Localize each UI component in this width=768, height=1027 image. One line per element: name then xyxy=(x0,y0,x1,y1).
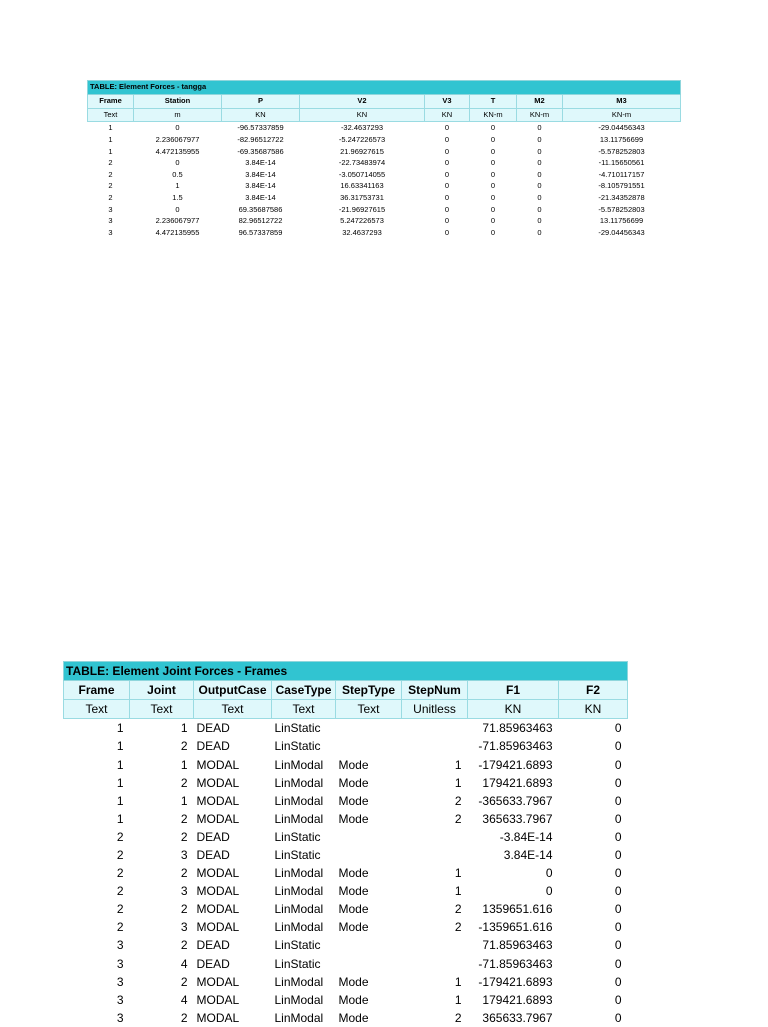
unit-cell: KN-m xyxy=(470,108,517,122)
table-cell xyxy=(402,936,468,954)
table-cell: 0 xyxy=(614,902,622,917)
table-cell: -5.578252803 xyxy=(598,146,645,156)
table-cell: MODAL xyxy=(196,974,240,989)
table-cell: 69.35687586 xyxy=(238,204,283,214)
table-cell: LinModal xyxy=(274,920,324,935)
table-cell: 3 xyxy=(116,938,124,953)
table-cell: 0 xyxy=(614,992,622,1007)
unit-cell: KN xyxy=(468,700,559,719)
table-row xyxy=(64,737,628,755)
table-cell: 1 xyxy=(454,884,462,899)
table-cell: -8.105791551 xyxy=(598,181,645,191)
table-cell: MODAL xyxy=(196,775,240,790)
table-cell: 0 xyxy=(537,123,542,133)
table-cell: 0 xyxy=(490,146,496,156)
table-cell: 0 xyxy=(614,920,622,935)
table-row xyxy=(88,204,681,216)
table-cell: LinModal xyxy=(274,757,324,772)
table-cell: 0 xyxy=(444,158,450,168)
table-cell: LinStatic xyxy=(274,739,321,754)
table-cell: LinStatic xyxy=(274,938,321,953)
table-cell: LinModal xyxy=(274,1010,324,1025)
table-cell: 2 xyxy=(108,158,113,168)
table-cell: 1 xyxy=(180,721,188,736)
table-cell: 4.472135955 xyxy=(155,146,200,156)
table-cell: -365633.7967 xyxy=(478,793,553,808)
table-cell: 0 xyxy=(614,739,622,754)
table-cell: 4 xyxy=(180,992,188,1007)
table-cell: 0 xyxy=(614,1010,622,1025)
table-row xyxy=(88,192,681,204)
table-cell: 3 xyxy=(116,992,124,1007)
table-cell: 2 xyxy=(180,866,188,881)
table-cell: 2 xyxy=(116,920,124,935)
table-cell: 2 xyxy=(180,775,188,790)
table-row xyxy=(64,719,628,738)
table-cell: 0 xyxy=(545,884,553,899)
table-cell: MODAL xyxy=(196,757,240,772)
table-cell: Mode xyxy=(338,866,369,881)
table-cell xyxy=(336,719,402,738)
table-cell xyxy=(402,955,468,973)
table-cell: 1 xyxy=(454,866,462,881)
table-cell: 2 xyxy=(180,938,188,953)
table-cell: DEAD xyxy=(196,956,230,971)
table-cell: 1359651.616 xyxy=(482,902,553,917)
table-cell: Mode xyxy=(338,811,369,826)
table-row xyxy=(64,810,628,828)
table-row xyxy=(64,991,628,1009)
table-cell: -82.96512722 xyxy=(237,134,284,144)
unit-cell: Text xyxy=(194,700,272,719)
table-cell: MODAL xyxy=(196,884,240,899)
table-cell: 2 xyxy=(454,811,462,826)
table-cell: 1 xyxy=(108,134,113,144)
table-cell: 32.4637293 xyxy=(342,227,382,237)
table-cell: 179421.6893 xyxy=(482,775,553,790)
table-cell: MODAL xyxy=(196,811,240,826)
table-cell: 4 xyxy=(180,956,188,971)
table-row xyxy=(64,864,628,882)
table-cell: DEAD xyxy=(196,829,230,844)
table-cell: 2 xyxy=(454,793,462,808)
table-cell: LinStatic xyxy=(274,829,321,844)
table-cell: 3.84E-14 xyxy=(245,181,276,191)
table-cell: 0 xyxy=(444,181,450,191)
table-cell: -1359651.616 xyxy=(478,920,553,935)
table-cell: 82.96512722 xyxy=(238,216,283,226)
table-cell: 2 xyxy=(116,902,124,917)
table-cell: 0 xyxy=(537,158,542,168)
units-row xyxy=(88,108,681,122)
table-cell: 1 xyxy=(116,775,124,790)
table-cell: 5.247226573 xyxy=(340,216,384,226)
table-cell: 0 xyxy=(490,216,496,226)
table-row xyxy=(88,215,681,227)
table-cell: Mode xyxy=(338,884,369,899)
table-cell: Mode xyxy=(338,775,369,790)
table-cell: 0 xyxy=(614,866,622,881)
table-cell: 2 xyxy=(116,866,124,881)
table-cell: 0 xyxy=(537,134,542,144)
table-cell: 0 xyxy=(537,181,542,191)
table-cell: -69.35687586 xyxy=(237,146,284,156)
table-cell: 1 xyxy=(454,757,462,772)
unit-cell: KN xyxy=(300,108,425,122)
table-cell: 2 xyxy=(180,974,188,989)
table-cell: 2 xyxy=(180,902,188,917)
table-cell: 2 xyxy=(180,811,188,826)
table-cell: Mode xyxy=(338,793,369,808)
table-row xyxy=(64,936,628,954)
table-cell: 1 xyxy=(108,146,113,156)
table-cell: Mode xyxy=(338,902,369,917)
table-row xyxy=(64,755,628,773)
table-cell: -5.247226573 xyxy=(338,134,386,144)
table-cell: -71.85963463 xyxy=(478,739,553,754)
table-cell: 3 xyxy=(180,920,188,935)
table-cell: 0.5 xyxy=(172,169,183,179)
table-cell: 0 xyxy=(614,775,622,790)
table-cell: 0 xyxy=(444,204,450,214)
table-cell: 0 xyxy=(490,227,496,237)
table-cell: 1 xyxy=(116,721,124,736)
table-cell xyxy=(402,846,468,864)
table-cell: 0 xyxy=(490,123,496,133)
table-row xyxy=(64,900,628,918)
unit-cell: KN xyxy=(425,108,470,122)
table-cell: -96.57337859 xyxy=(237,123,284,133)
table-cell: DEAD xyxy=(196,739,230,754)
table-cell: 0 xyxy=(490,158,496,168)
unit-cell: Text xyxy=(130,700,194,719)
table-cell: DEAD xyxy=(196,938,230,953)
table-cell: 0 xyxy=(545,866,553,881)
table-cell: LinStatic xyxy=(274,721,321,736)
table-row xyxy=(64,918,628,936)
table-cell: -22.73483974 xyxy=(338,158,386,168)
table-cell: -21.34352878 xyxy=(598,192,645,202)
table-cell: 21.96927615 xyxy=(340,146,384,156)
table-cell: 2 xyxy=(108,169,113,179)
table-cell: DEAD xyxy=(196,847,230,862)
table-title: TABLE: Element Forces - tangga xyxy=(88,81,681,95)
table-cell xyxy=(402,828,468,846)
table-cell: 0 xyxy=(444,227,450,237)
table-cell: LinStatic xyxy=(274,956,321,971)
unit-cell: Text xyxy=(272,700,336,719)
table-cell: MODAL xyxy=(196,1010,240,1025)
column-header: F1 xyxy=(468,681,559,700)
table-cell: Mode xyxy=(338,1010,369,1025)
table-cell: 1 xyxy=(454,974,462,989)
table-cell: 1 xyxy=(116,811,124,826)
table-row xyxy=(88,134,681,146)
table-cell: DEAD xyxy=(196,721,230,736)
column-header: Joint xyxy=(130,681,194,700)
table-cell: 3.84E-14 xyxy=(245,192,276,202)
table-cell: -32.4637293 xyxy=(340,123,384,133)
table-cell: 2 xyxy=(180,1010,188,1025)
table-cell: 0 xyxy=(537,227,542,237)
table-cell: 2 xyxy=(180,739,188,754)
table-cell: -11.15650561 xyxy=(598,158,645,168)
table-cell: 0 xyxy=(537,192,542,202)
table-cell: 2 xyxy=(180,829,188,844)
table-cell: 0 xyxy=(490,169,496,179)
table-row xyxy=(64,1009,628,1027)
table-cell: 0 xyxy=(537,169,542,179)
table-cell: 0 xyxy=(614,938,622,953)
table-cell: 71.85963463 xyxy=(482,721,553,736)
column-header: M3 xyxy=(563,94,681,108)
column-header: T xyxy=(470,94,517,108)
column-header: M2 xyxy=(517,94,563,108)
table-cell: Mode xyxy=(338,992,369,1007)
table-cell: -29.04456343 xyxy=(598,227,645,237)
table-cell: -3.84E-14 xyxy=(499,829,553,844)
table-cell: 13.11756699 xyxy=(599,216,644,226)
table-row xyxy=(64,828,628,846)
table-cell: -4.710117157 xyxy=(598,169,645,179)
unit-cell: KN-m xyxy=(517,108,563,122)
table-cell: -179421.6893 xyxy=(478,757,553,772)
table-cell: 1 xyxy=(175,181,180,191)
table-row xyxy=(88,146,681,158)
column-header: Station xyxy=(134,94,222,108)
table-row xyxy=(88,180,681,192)
table-row xyxy=(64,846,628,864)
table-cell: -5.578252803 xyxy=(598,204,645,214)
table-cell: 2 xyxy=(108,181,113,191)
table-cell: 3 xyxy=(108,216,113,226)
table-cell: 13.11756699 xyxy=(599,134,644,144)
table-cell: -21.96927615 xyxy=(338,204,386,214)
table-cell: 1 xyxy=(180,793,188,808)
table-row xyxy=(64,882,628,900)
table-cell xyxy=(402,737,468,755)
table-cell: 0 xyxy=(614,956,622,971)
table-cell: 0 xyxy=(444,192,450,202)
table-cell: LinStatic xyxy=(274,847,321,862)
table-cell: MODAL xyxy=(196,920,240,935)
table-cell: 0 xyxy=(444,169,450,179)
table-cell: 3.84E-14 xyxy=(245,169,276,179)
table-cell: 0 xyxy=(444,134,450,144)
table-cell: LinModal xyxy=(274,793,324,808)
table-cell: 0 xyxy=(490,204,496,214)
table-cell: 3 xyxy=(116,1010,124,1025)
header-row xyxy=(64,681,628,700)
table-cell xyxy=(336,737,402,755)
table-cell: LinModal xyxy=(274,884,324,899)
unit-cell: KN-m xyxy=(563,108,681,122)
table-cell: 365633.7967 xyxy=(482,811,553,826)
units-row xyxy=(64,700,628,719)
table-cell: LinModal xyxy=(274,775,324,790)
table-cell: 3 xyxy=(108,227,113,237)
table-cell: LinModal xyxy=(274,992,324,1007)
table-cell: 1 xyxy=(116,739,124,754)
table-cell xyxy=(336,936,402,954)
element-forces-table xyxy=(87,80,681,238)
table-cell: 3.84E-14 xyxy=(503,847,553,862)
table-cell: 1.5 xyxy=(172,192,183,202)
unit-cell: m xyxy=(134,108,222,122)
unit-cell: Text xyxy=(336,700,402,719)
table-cell: -29.04456343 xyxy=(598,123,645,133)
table-title: TABLE: Element Joint Forces - Frames xyxy=(64,662,628,681)
table-cell: 2 xyxy=(454,920,462,935)
table-cell: 365633.7967 xyxy=(482,1010,553,1025)
table-cell: 1 xyxy=(108,123,113,133)
column-header: Frame xyxy=(88,94,134,108)
table-cell xyxy=(336,828,402,846)
table-cell: 0 xyxy=(175,123,180,133)
column-header: CaseType xyxy=(272,681,336,700)
column-header: P xyxy=(222,94,300,108)
column-header: Frame xyxy=(64,681,130,700)
column-header: StepNum xyxy=(402,681,468,700)
table-cell: 3 xyxy=(116,974,124,989)
table-cell: 3 xyxy=(108,204,113,214)
table-cell: MODAL xyxy=(196,866,240,881)
table-cell: 0 xyxy=(175,204,180,214)
table-cell: LinModal xyxy=(274,974,324,989)
table-cell: 3 xyxy=(180,884,188,899)
table-cell: 1 xyxy=(454,992,462,1007)
table-cell: 0 xyxy=(490,134,496,144)
table-cell: 3.84E-14 xyxy=(245,158,276,168)
unit-cell: KN xyxy=(222,108,300,122)
table-row xyxy=(64,973,628,991)
table-cell: 0 xyxy=(537,204,542,214)
table-cell: Mode xyxy=(338,974,369,989)
table-cell: 0 xyxy=(614,847,622,862)
table-cell: -71.85963463 xyxy=(478,956,553,971)
table-cell: 0 xyxy=(444,146,450,156)
table-row xyxy=(64,792,628,810)
table-cell: LinModal xyxy=(274,902,324,917)
table-cell: 71.85963463 xyxy=(482,938,553,953)
unit-cell: KN xyxy=(559,700,628,719)
table-cell: LinModal xyxy=(274,811,324,826)
table-cell: 1 xyxy=(180,757,188,772)
table-cell: Mode xyxy=(338,920,369,935)
table-cell: 2.236067977 xyxy=(155,216,200,226)
table-cell: Mode xyxy=(338,757,369,772)
table-row xyxy=(64,774,628,792)
column-header: StepType xyxy=(336,681,402,700)
table-cell: 0 xyxy=(614,757,622,772)
column-header: V3 xyxy=(425,94,470,108)
table-cell: 0 xyxy=(614,721,622,736)
table-cell: MODAL xyxy=(196,902,240,917)
table-cell: 0 xyxy=(614,793,622,808)
column-header: V2 xyxy=(300,94,425,108)
unit-cell: Unitless xyxy=(402,700,468,719)
table-row xyxy=(64,955,628,973)
table-cell: 0 xyxy=(537,146,542,156)
table-cell: 0 xyxy=(490,192,496,202)
table-cell: 2.236067977 xyxy=(155,134,200,144)
unit-cell: Text xyxy=(88,108,134,122)
table-cell: 0 xyxy=(490,181,496,191)
table-cell: 2 xyxy=(116,829,124,844)
table-cell: 2 xyxy=(116,847,124,862)
table-cell: 16.63341163 xyxy=(340,181,384,191)
table-cell: MODAL xyxy=(196,992,240,1007)
table-cell: 0 xyxy=(614,974,622,989)
table-cell: 36.31753731 xyxy=(340,192,384,202)
table-cell: 4.472135955 xyxy=(155,227,200,237)
table-cell: 96.57337859 xyxy=(238,227,283,237)
table-cell: 3 xyxy=(116,956,124,971)
table-cell: 1 xyxy=(116,757,124,772)
table-cell: 0 xyxy=(444,123,450,133)
table-cell: 179421.6893 xyxy=(482,992,553,1007)
table-cell: 0 xyxy=(537,216,542,226)
table-cell: 2 xyxy=(108,192,113,202)
table-cell xyxy=(336,955,402,973)
table-cell xyxy=(402,719,468,738)
table-row xyxy=(88,122,681,134)
table-cell: MODAL xyxy=(196,793,240,808)
table-cell: 1 xyxy=(454,775,462,790)
table-cell: 0 xyxy=(614,884,622,899)
column-header: F2 xyxy=(559,681,628,700)
table-row xyxy=(88,227,681,239)
table-cell: -179421.6893 xyxy=(478,974,553,989)
table-cell: 2 xyxy=(116,884,124,899)
table-cell: 3 xyxy=(180,847,188,862)
table-cell: 0 xyxy=(614,811,622,826)
table-cell: -3.050714055 xyxy=(338,169,386,179)
table-row xyxy=(88,169,681,181)
table-cell: LinModal xyxy=(274,866,324,881)
table-cell: 0 xyxy=(444,216,450,226)
element-joint-forces-table xyxy=(63,661,628,1027)
column-header: OutputCase xyxy=(194,681,272,700)
table-cell: 2 xyxy=(454,902,462,917)
table-cell xyxy=(336,846,402,864)
header-row xyxy=(88,94,681,108)
table-row xyxy=(88,157,681,169)
table-cell: 0 xyxy=(175,158,180,168)
table-cell: 0 xyxy=(614,829,622,844)
unit-cell: Text xyxy=(64,700,130,719)
table-cell: 2 xyxy=(454,1010,462,1025)
table-cell: 1 xyxy=(116,793,124,808)
